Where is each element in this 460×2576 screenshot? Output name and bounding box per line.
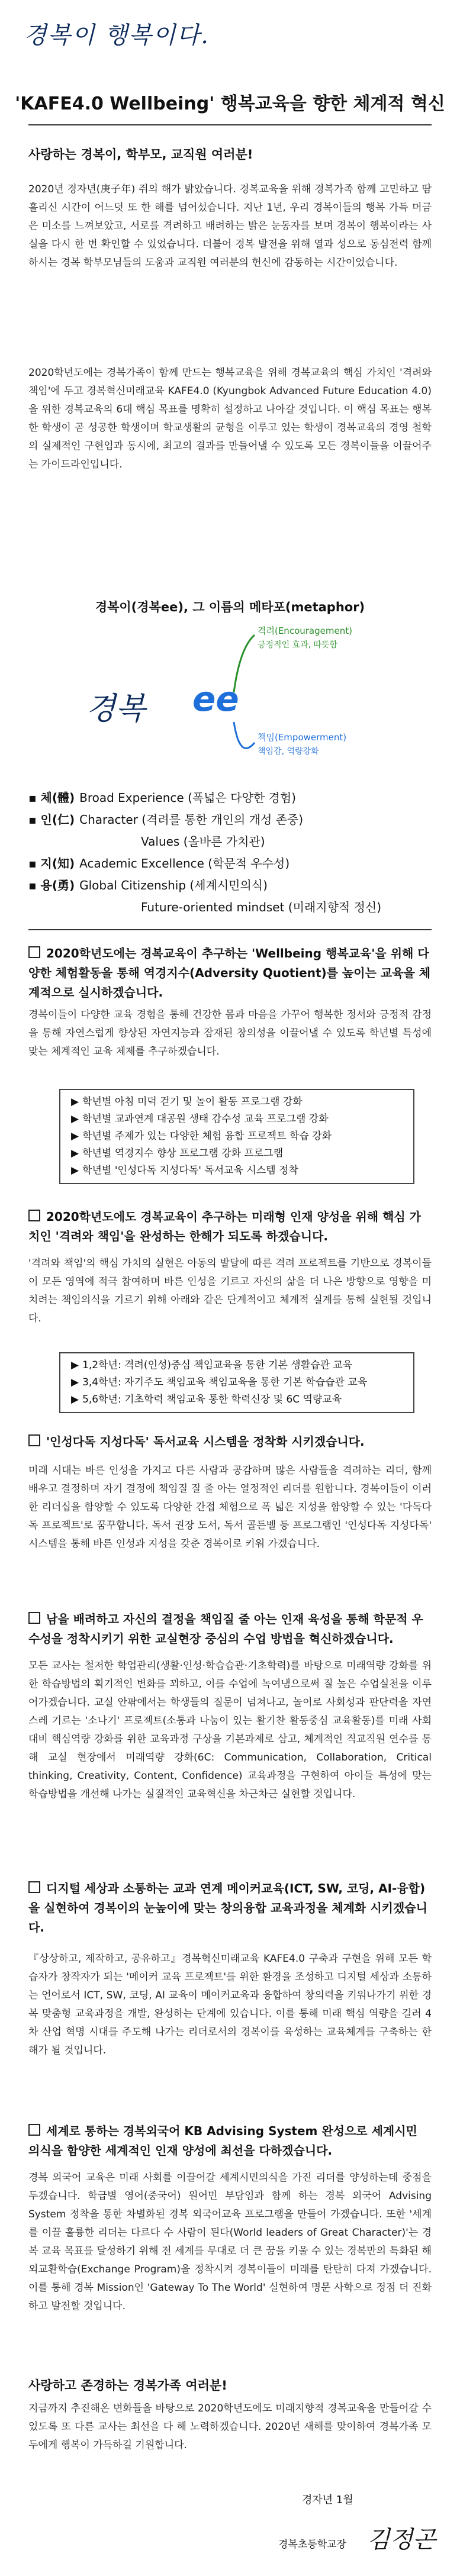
empowerment-sub: 책임감, 역량강화 [258,747,319,756]
program-item: ▶ 5,6학년: 기초학력 책임교육 통한 학력신장 및 6C 역량교육 [71,1394,342,1405]
section-paragraph-2 [28,1255,432,1328]
value-item [28,831,432,853]
section-heading-text: 세계로 통하는 경복외국어 KB Advising System 완성으로 세계시민 의식을 함양한 세계적인 인재 양성에 최선을 다하겠습니다. [28,2124,417,2158]
value-text: Broad Experience (폭넓은 다양한 경험) [79,791,296,805]
page-title: 'KAFE4.0 Wellbeing' 행복교육을 향한 체계적 혁신 [15,94,445,114]
closing-paragraph [28,2400,432,2455]
program-item-text: 학년별 '인성다독 지성다독' 독서교육 시스템 정착 [82,1165,298,1176]
program-item: ▶ 학년별 주제가 있는 다양한 체험 융합 프로젝트 학습 강화 [71,1130,332,1142]
intro-paragraph-2 [28,364,432,474]
section-divider [28,929,432,930]
section-text: 경복 외국어 교육은 미래 사회를 이끌어갈 세계시민의식을 가진 리더를 양성하는데 중점을 두겠습니다. 학급별 영어(중국어) 원어민 부담임과 함께 하는 경복 외국어 Advising System 정착을 통한 차별화된 경복 외국어교육 프로그램을 만들어 가겠습니다. 또한 '세계를 이끌 훌륭한 리더는 다르다 수 사람이 된다(World leaders of Great Character)'는 경복 교육 목표를 달성하기 위해 전 세계를 무대로 더 큰 꿈을 키울 수 있는 경복만의 특화된 해외교환학습(Exchange Program)을 정착시켜 경복이들이 미래를 탄탄히 다져 가겠습니다. 이를 통해 경복 Mission인 'Gateway To The World' 실현하여 명문 사학으로 정점 더 진화하고 발전할 것입니다. [28,2172,432,2312]
program-item-text: 1,2학년: 격려(인성)중심 책임교육을 통한 기본 생활습관 교육 [82,1359,353,1371]
section-heading-1 [28,944,432,1002]
program-item: ▶ 학년별 교과연계 대공원 생태 감수성 교육 프로그램 강화 [71,1113,329,1125]
empowerment-label: 책임(Empowerment) [258,732,347,743]
value-item [28,897,432,918]
encouragement-sub: 긍정적인 효과, 따뜻함 [258,640,338,650]
value-text: Values (올바른 가치관) [141,834,265,849]
section-paragraph-4 [28,1657,432,1804]
section-heading-text: 2020학년도에는 경복교육이 추구하는 'Wellbeing 행복교육'을 위해 다양한 체험활동을 통해 역경지수(Adversity Quotient)를 높이는 교육을 체계적으로 실시하겠습니다. [28,946,431,1000]
section-paragraph-1 [28,1006,432,1061]
section-heading-text: 2020학년도에도 경복교육이 추구하는 미래형 인재 양성을 위해 핵심 가치인 '격려와 책임'을 완성하는 한해가 되도록 하겠습니다. [28,1210,422,1243]
closing-text: 지금까지 추진해온 변화들을 바탕으로 2020학년도에도 미래지향적 경복교육을 만들어갈 수 있도록 또 다른 교사는 최선을 다 해 노력하겠습니다. 2020년 새해를 맞이하여 경복가족 모두에게 행복이 가득하길 기원합니다. [28,2403,432,2451]
program-item: ▶ 학년별 아침 미덕 걷기 및 놀이 활동 프로그램 강화 [71,1096,303,1108]
section-text: 경복이들이 다양한 교육 경험을 통해 건강한 몸과 마음을 가꾸어 행복한 정서와 긍정적 감정을 통해 자연스럽게 향상된 자연지능과 잠재된 창의성을 이끌어낼 수 있도록 학년별 특성에 맞는 체계적인 교육 체제를 추구하겠습니다. [28,1009,432,1058]
closing-date: 경자년 1월 [302,2494,353,2506]
program-item-text: 학년별 역경지수 향상 프로그램 강화 프로그램 [82,1147,284,1159]
greeting: 사랑하는 경복이, 학부모, 교직원 여러분! [28,147,253,162]
metaphor-figure [86,624,370,778]
program-box-1 [59,1089,414,1184]
checkbox-icon [28,1612,40,1624]
section-heading-4 [28,1610,432,1649]
signer-title: 경복초등학교장 [278,2539,346,2551]
program-item: ▶ 3,4학년: 자기주도 책임교육 책임교육을 통한 기본 학습습관 교육 [71,1376,368,1388]
program-item-text: 3,4학년: 자기주도 책임교육 책임교육을 통한 기본 학습습관 교육 [82,1376,368,1388]
program-item: ▶ 학년별 '인성다독 지성다독' 독서교육 시스템 정착 [71,1165,298,1176]
value-item [28,875,432,897]
values-list [28,787,432,918]
program-item: ▶ 1,2학년: 격려(인성)중심 책임교육을 통한 기본 생활습관 교육 [71,1359,353,1371]
metaphor-ee: ee [192,679,239,719]
closing-heading: 사랑하고 존경하는 경복가족 여러분! [28,2378,227,2393]
section-text: 모든 교사는 철저한 학업관리(생활·인성·학습습관·기초학력)를 바탕으로 미래역량 강화를 위한 학습방법의 획기적인 변화를 꾀하고, 이를 수업에 녹여냄으로써 질 높은 수업실천을 이루어가겠습니다. 교실 안팎에서는 학생들의 질문이 넘쳐나고, 놀이로 사회성과 판단력을 자연스레 기르는 '소나기' 프로젝트(소통과 나눔이 있는 활기찬 활동중심 교육활동)를 미래 사회대비 핵심역량 강화를 위한 교육과정 구상을 기본과제로 삼고, 체계적인 직교직원 연수를 통해 교실 현장에서 미래역량 강화(6C: Communication, Collaboration, Critical thinking, Creativity, Content, Confidence) 교육과정을 구현하여 아이들 특성에 맞는 학습방법을 개선해 나가는 실질적인 교육혁신을 차근차근 실현할 것입니다. [28,1660,432,1800]
school-logo: 경복이 행복이다. [24,22,210,49]
section-heading-text: 디지털 세상과 소통하는 교과 연계 메이커교육(ICT, SW, 코딩, AI-융합)을 실현하여 경복이의 눈높이에 맞는 창의융합 교육과정을 체계화 시키겠습니다. [28,1881,427,1935]
encouragement-label: 격려(Encouragement) [258,626,352,636]
program-item-text: 5,6학년: 기초학력 책임교육 통한 학력신장 및 6C 역량교육 [82,1394,342,1405]
metaphor-logo: 경복 [86,691,146,727]
value-text: Global Citizenship (세계시민의식) [79,878,268,892]
section-text: 미래 시대는 바른 인성을 가지고 다른 사람과 공감하며 많은 사람들을 격려하는 리더, 함께 배우고 결정하며 자기 결정에 책임질 질 줄 아는 열정적인 리더를 원합니다. 경복이들이 이러한 리더십을 함양할 수 있도록 다양한 간접 체험으로 폭 넓은 지성을 함양할 수 있는 '다독다독 프로젝트'로 꿈꾸합니다. 독서 권장 도서, 독서 골든벨 등 프로그램인 '인성다독 지성다독' 시스템을 통해 바른 인성과 지성을 갖춘 경복이로 키워 가겠습니다. [28,1465,432,1550]
checkbox-icon [28,1434,40,1446]
down-arrow-icon [234,722,255,748]
principal-signature: 김정곤 [367,2526,436,2554]
value-label: ▪ 지(知) [28,856,75,871]
section-heading-3 [28,1432,432,1452]
title-divider [28,124,432,125]
value-item [28,787,432,809]
checkbox-icon [28,1210,40,1221]
metaphor-title: 경복이(경복ee), 그 이름의 메타포(metaphor) [95,600,365,614]
program-item: ▶ 학년별 역경지수 향상 프로그램 강화 프로그램 [71,1147,284,1159]
checkbox-icon [28,2124,40,2136]
program-box-2 [59,1352,414,1413]
value-text: Future-oriented mindset (미래지향적 정신) [141,900,382,914]
section-text: '격려와 책임'의 핵심 가치의 실현은 아동의 발달에 따른 격려 프로젝트를 기반으로 경복이들이 모든 영역에 적극 참여하며 바른 인성을 기르고 자신의 삶을 더 나은 방향으로 영향을 미치려는 책임의식을 기르기 위해 아래와 같은 단계적이고 체계적 실계를 통해 실현될 것입니다. [28,1258,432,1324]
value-label: ▪ 용(勇) [28,878,75,892]
program-item-text: 학년별 아침 미덕 걷기 및 놀이 활동 프로그램 강화 [82,1096,303,1108]
section-heading-6 [28,2122,432,2161]
checkbox-icon [28,946,40,958]
value-label: ▪ 인(仁) [28,813,75,827]
intro-text-1: 2020년 경자년(庚子年) 쥐의 해가 밝았습니다. 경복교육을 위해 경복가족 함께 고민하고 땀 흘리신 시간이 어느덧 또 한 해를 넘어섰습니다. 지난 1년, 우리 경복이들의 행복 가득 머금은 미소를 느껴보았고, 서로를 격려하고 배려하는 밝은 눈동자를 보며 경복이 행복이라는 사실을 다시 한 번 확인할 수 있었습니다. 더불어 경복 발전을 위해 열과 성으로 동심전력 함께하시는 경복 학부모님들의 도움과 교직원 여러분의 헌신에 감동하는 시간이었습니다. [28,183,432,269]
section-heading-2 [28,1207,432,1246]
program-item-text: 학년별 교과연계 대공원 생태 감수성 교육 프로그램 강화 [82,1113,329,1125]
value-item [28,853,432,875]
intro-paragraph-1 [28,180,432,272]
section-paragraph-3 [28,1462,432,1553]
value-text: Character (격려를 통한 개인의 개성 존중) [79,813,304,827]
value-label: ▪ 체(體) [28,791,75,805]
value-text: Academic Excellence (학문적 우수성) [79,856,290,871]
section-paragraph-6 [28,2169,432,2316]
section-heading-5 [28,1879,432,1937]
checkbox-icon [28,1881,40,1893]
value-item [28,809,432,831]
intro-text-2: 2020학년도에는 경복가족이 함께 만드는 행복교육을 위해 경복교육의 핵심 가치인 '격려와 책임'에 두고 경복혁신미래교육 KAFE4.0 (Kyungbok Advanced Future Education 4.0)을 위한 경복교육의 6대 핵심 목표를 명확히 설정하고 나아갈 것입니다. 이 핵심 목표는 행복한 학생이 곧 성공한 학생이며 학교생활의 균형을 이루고 있는 학생이 경복교육의 경영 철학의 실제적인 구현임과 동시에, 최고의 결과를 만들어낼 수 있도록 모든 경복이들을 이끌어주는 가이드라인입니다. [28,367,432,470]
section-heading-text: 남을 배려하고 자신의 결정을 책임질 줄 아는 인재 육성을 통해 학문적 우수성을 정착시키기 위한 교실현장 중심의 수업 방법을 혁신하겠습니다. [28,1612,423,1646]
section-paragraph-5 [28,1950,432,2060]
section-text: 『상상하고, 제작하고, 공유하고』경복혁신미래교육 KAFE4.0 구축과 구현을 위해 모든 학습자가 창작자가 되는 '메이커 교육 프로젝트'를 위한 환경을 조성하고 디지털 세상과 소통하는 언어로서 ICT, SW, 코딩, AI 교육이 메이커교육과 융합하여 창의력을 키워나가기 위한 경복 맞춤형 교육과정을 개발, 완성하는 단계에 있습니다. 이를 통해 미래 핵심 역량을 길러 4차 산업 혁명 시대를 주도해 나가는 리더로서의 경복이를 육성하는 교육체계를 구축하는 한 해가 될 것입니다. [28,1953,432,2056]
section-heading-text: '인성다독 지성다독' 독서교육 시스템을 정착화 시키겠습니다. [46,1434,365,1449]
program-item-text: 학년별 주제가 있는 다양한 체험 융합 프로젝트 학습 강화 [82,1130,332,1142]
